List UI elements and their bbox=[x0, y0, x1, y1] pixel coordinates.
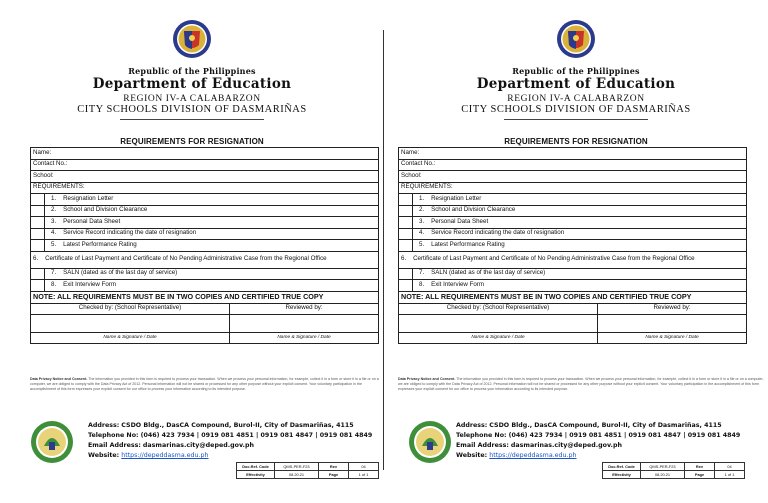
requirement-item: 5. Latest Performance Rating bbox=[45, 240, 379, 252]
department-title: Department of Education bbox=[476, 76, 676, 92]
requirement-item: 4. Service Record indicating the date of resignation bbox=[413, 228, 747, 240]
requirement-item: 1. Resignation Letter bbox=[413, 194, 747, 206]
division-logo-icon bbox=[408, 420, 452, 464]
contact-field[interactable]: Contact No.: bbox=[399, 159, 747, 171]
checked-by-signature-box[interactable] bbox=[31, 315, 230, 333]
signature-caption: Name & Signature / Date bbox=[31, 333, 230, 344]
requirement-item: 1. Resignation Letter bbox=[45, 194, 379, 206]
deped-seal-icon bbox=[172, 18, 212, 60]
republic-label: Republic of the Philippines bbox=[128, 66, 256, 76]
reviewed-by-label: Reviewed by: bbox=[230, 303, 379, 315]
requirement-item: 8. Exit Interview Form bbox=[413, 280, 747, 292]
requirement-item: 2. School and Division Clearance bbox=[413, 205, 747, 217]
requirement-item: 5. Latest Performance Rating bbox=[413, 240, 747, 252]
contact-block: Address: CSDO Bldg., DasCA Compound, Burol-II, City of Dasmariñas, 4115 Telephone No: (046) 423 7934 | 0919 081 4851 | 0919 081 4847 | 0919 081 4849 Email Address: dasmarinas.city@deped.gov.ph Website: https://depeddasma.edu.ph bbox=[88, 422, 373, 459]
requirement-item: 8. Exit Interview Form bbox=[45, 280, 379, 292]
signature-caption: Name & Signature / Date bbox=[230, 333, 379, 344]
reviewed-by-signature-box[interactable] bbox=[598, 315, 747, 333]
requirement-item: 6. Certificate of Last Payment and Certificate of No Pending Administrative Case from the Regional Office bbox=[399, 251, 747, 268]
deped-seal-icon bbox=[556, 18, 596, 60]
doc-reference-table: Doc.Ref. Code QMS-PER-F23 Rev 04 Effectivity 08.20.21 Page 1 of 1 bbox=[236, 462, 379, 479]
division-label: CITY SCHOOLS DIVISION OF DASMARIÑAS bbox=[77, 104, 307, 115]
requirement-item: 3. Personal Data Sheet bbox=[45, 217, 379, 229]
website-link[interactable]: https://depeddasma.edu.ph bbox=[121, 452, 209, 459]
privacy-notice: Data Privacy Notice and Consent. The information you provided in this form is required to process your transaction. When we process your personal information, for example, collect it in a form or store it in a file or on a computer, we are obliged to comply with the Data Privacy Act of 2012. Personal information will not be shared or processed for any other purpose without your explicit consent. Your voluntary participation in the accomplishment of this form expresses your explicit consent for our office to process your information according to its intended purpose. bbox=[398, 377, 764, 391]
note-line: NOTE: ALL REQUIREMENTS MUST BE IN TWO COPIES AND CERTIFIED TRUE COPY bbox=[31, 291, 379, 303]
form-copy-right bbox=[384, 0, 768, 503]
header-rule bbox=[120, 119, 264, 120]
contact-block: Address: CSDO Bldg., DasCA Compound, Burol-II, City of Dasmariñas, 4115 Telephone No: (046) 423 7934 | 0919 081 4851 | 0919 081 4847 | 0919 081 4849 Email Address: dasmarinas.city@deped.gov.ph Website: https://depeddasma.edu.ph bbox=[456, 422, 741, 459]
requirements-form bbox=[398, 147, 747, 344]
requirement-item: 7. SALN (dated as of the last day of service) bbox=[413, 268, 747, 280]
checked-by-signature-box[interactable] bbox=[399, 315, 598, 333]
requirements-header: REQUIREMENTS: bbox=[399, 182, 747, 194]
signature-caption: Name & Signature / Date bbox=[598, 333, 747, 344]
division-label: CITY SCHOOLS DIVISION OF DASMARIÑAS bbox=[461, 104, 691, 115]
department-title: Department of Education bbox=[92, 76, 292, 92]
requirement-item: 2. School and Division Clearance bbox=[45, 205, 379, 217]
division-logo-icon bbox=[30, 420, 74, 464]
requirement-item: 4. Service Record indicating the date of resignation bbox=[45, 228, 379, 240]
contact-field[interactable]: Contact No.: bbox=[31, 159, 379, 171]
requirements-form bbox=[30, 147, 379, 344]
reviewed-by-signature-box[interactable] bbox=[230, 315, 379, 333]
name-field[interactable]: Name: bbox=[399, 148, 747, 160]
form-title: REQUIREMENTS FOR RESIGNATION bbox=[120, 137, 264, 146]
region-label: REGION IV-A CALABARZON bbox=[123, 94, 261, 104]
form-title: REQUIREMENTS FOR RESIGNATION bbox=[504, 137, 648, 146]
privacy-notice: Data Privacy Notice and Consent. The information you provided in this form is required to process your transaction. When we process your personal information, for example, collect it in a form or store it in a file or on a computer, we are obliged to comply with the Data Privacy Act of 2012. Personal information will not be shared or processed for any other purpose without your explicit consent. Your voluntary participation in the accomplishment of this form expresses your explicit consent for our office to process your information according to its intended purpose. bbox=[30, 377, 379, 391]
requirement-item: 6. Certificate of Last Payment and Certificate of No Pending Administrative Case from the Regional Office bbox=[31, 251, 379, 268]
doc-reference-table: Doc.Ref. Code QMS-PER-F23 Rev 04 Effectivity 08.20.21 Page 1 of 1 bbox=[602, 462, 745, 479]
signature-caption: Name & Signature / Date bbox=[399, 333, 598, 344]
reviewed-by-label: Reviewed by: bbox=[598, 303, 747, 315]
requirements-header: REQUIREMENTS: bbox=[31, 182, 379, 194]
requirement-item: 7. SALN (dated as of the last day of service) bbox=[45, 268, 379, 280]
region-label: REGION IV-A CALABARZON bbox=[507, 94, 645, 104]
note-line: NOTE: ALL REQUIREMENTS MUST BE IN TWO COPIES AND CERTIFIED TRUE COPY bbox=[399, 291, 747, 303]
school-field[interactable]: School: bbox=[31, 171, 379, 183]
republic-label: Republic of the Philippines bbox=[512, 66, 640, 76]
requirement-item: 3. Personal Data Sheet bbox=[413, 217, 747, 229]
checked-by-label: Checked by: (School Representative) bbox=[399, 303, 598, 315]
website-link[interactable]: https://depeddasma.edu.ph bbox=[489, 452, 577, 459]
school-field[interactable]: School: bbox=[399, 171, 747, 183]
name-field[interactable]: Name: bbox=[31, 148, 379, 160]
checked-by-label: Checked by: (School Representative) bbox=[31, 303, 230, 315]
header-rule bbox=[504, 119, 648, 120]
